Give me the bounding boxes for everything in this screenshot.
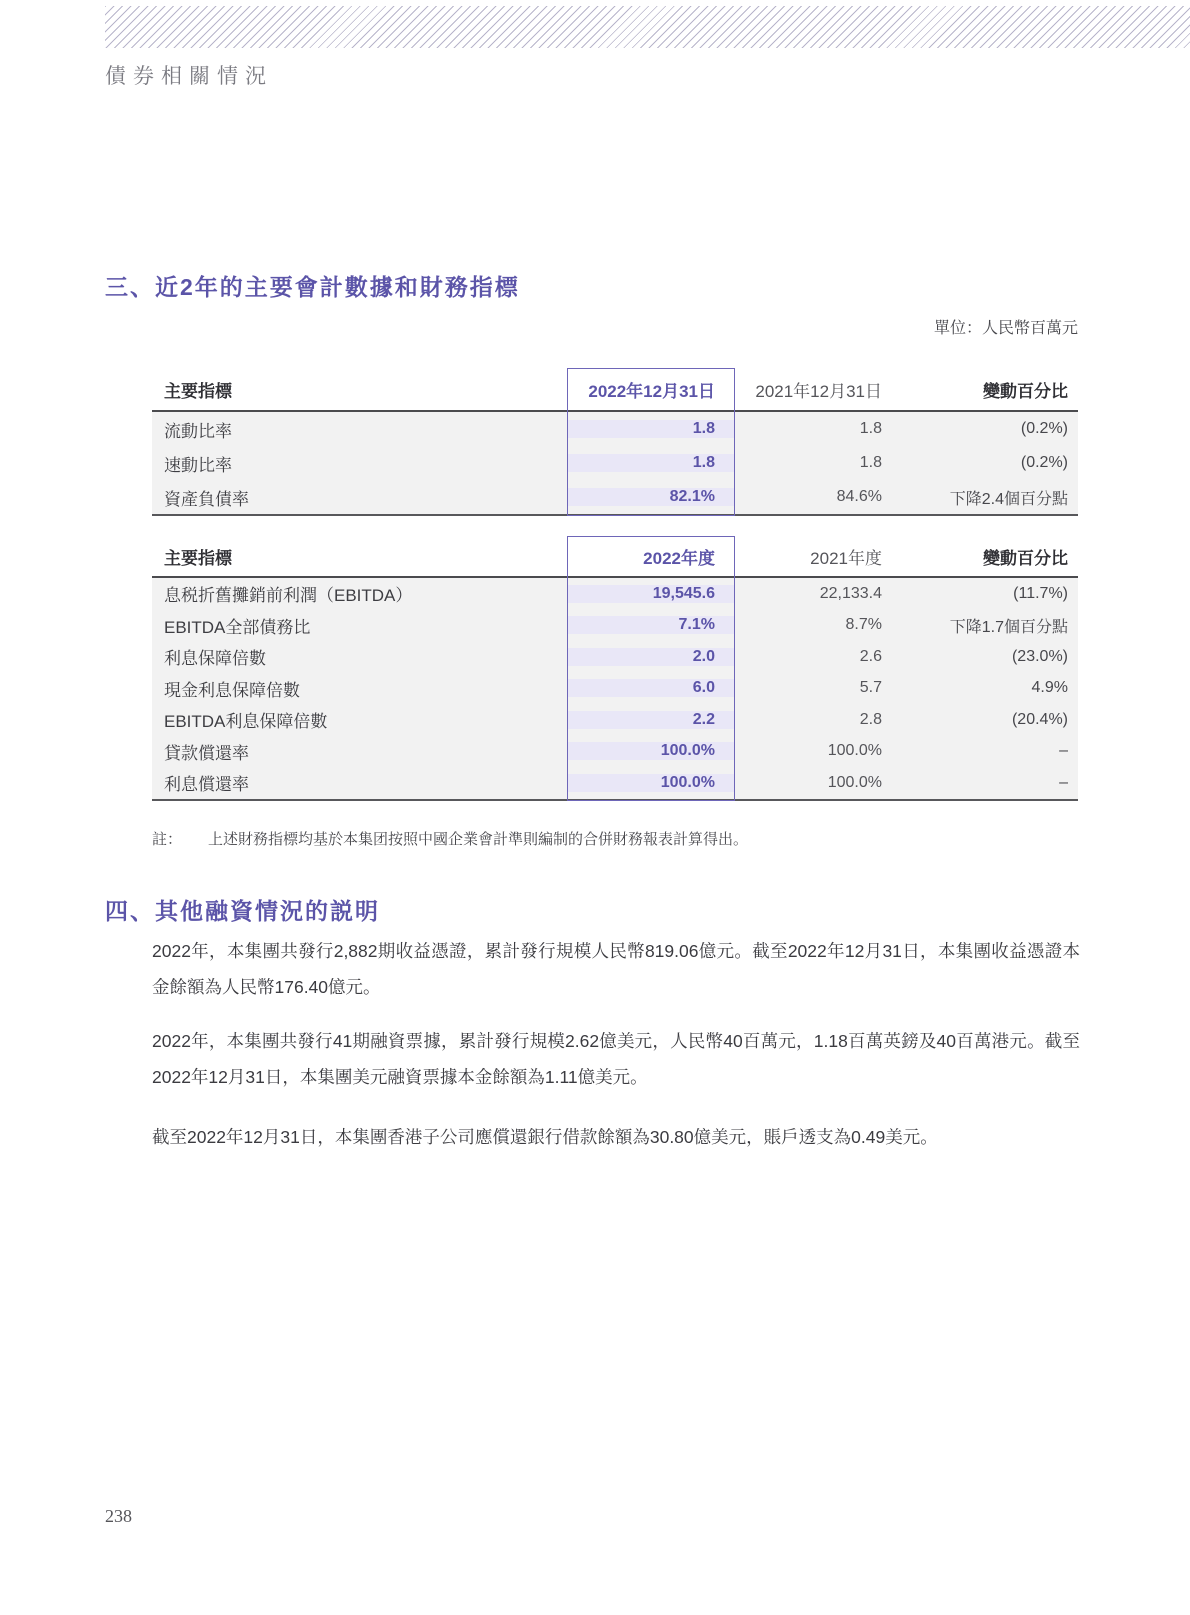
value-2021: 100.0%	[827, 742, 882, 760]
table-header-row	[152, 536, 1078, 578]
value-change: (11.7%)	[1013, 584, 1068, 602]
metric-label: 利息償還率	[164, 775, 249, 795]
value-change: (20.4%)	[1011, 710, 1068, 728]
value-2021: 100.0%	[827, 773, 882, 791]
page-number: 238	[105, 1506, 132, 1526]
table-row	[152, 704, 1078, 736]
column-header-2021: 2021年12月31日	[755, 381, 882, 401]
value-2022: 6.0	[567, 679, 735, 697]
indicators-table-annual	[152, 536, 1078, 801]
value-2021: 2.6	[859, 647, 882, 665]
metric-label: 流動比率	[164, 421, 232, 441]
value-2022: 19,545.6	[567, 585, 735, 603]
column-header-2022: 2022年12月31日	[588, 381, 715, 401]
value-2022: 100.0%	[567, 774, 735, 792]
table-row	[152, 480, 1078, 514]
value-change: –	[1059, 773, 1068, 791]
value-change: 下降1.7個百分點	[949, 618, 1068, 636]
value-2022: 7.1%	[567, 616, 735, 634]
column-header-2021: 2021年度	[810, 548, 882, 568]
table-header-row	[152, 368, 1078, 412]
table-body	[152, 412, 1078, 516]
unit-label: 單位：人民幣百萬元	[933, 320, 1078, 337]
paragraph: 截至2022年12月31日，本集團香港子公司應償還銀行借款餘額為30.80億美元，賬戶透支為0.49美元。	[152, 1127, 938, 1147]
metric-label: EBITDA全部債務比	[164, 617, 311, 637]
column-header-change: 變動百分比	[983, 548, 1068, 568]
value-2021: 8.7%	[845, 616, 882, 634]
table-row	[152, 641, 1078, 673]
section4-heading: 四、其他融資情況的説明	[105, 898, 380, 924]
value-2021: 2.8	[859, 710, 882, 728]
metric-label: 利息保障倍數	[164, 649, 266, 669]
metric-label: 息税折舊攤銷前利潤（EBITDA）	[164, 586, 413, 606]
table-row	[152, 673, 1078, 705]
table-row	[152, 767, 1078, 799]
section3-heading: 三、近2年的主要會計數據和財務指標	[105, 274, 520, 300]
footnote-prefix: 註：	[152, 831, 183, 848]
indicators-table-balance-date	[152, 368, 1078, 516]
value-2022: 100.0%	[567, 742, 735, 760]
table-row	[152, 412, 1078, 446]
value-2021: 1.8	[859, 454, 882, 471]
column-header-metric: 主要指標	[164, 381, 232, 401]
value-2022: 1.8	[567, 454, 735, 472]
value-change: –	[1059, 742, 1068, 760]
metric-label: 貸款償還率	[164, 743, 249, 763]
value-change: 4.9%	[1031, 679, 1068, 697]
value-2021: 5.7	[859, 679, 882, 697]
value-2022: 2.2	[567, 711, 735, 729]
table-footnote	[152, 828, 1078, 849]
value-2021: 1.8	[859, 420, 882, 437]
value-2022: 1.8	[567, 420, 735, 438]
metric-label: 速動比率	[164, 455, 232, 475]
value-2022: 2.0	[567, 648, 735, 666]
value-change: 下降2.4個百分點	[949, 490, 1068, 508]
metric-label: EBITDA利息保障倍數	[164, 712, 328, 732]
value-change: (0.2%)	[1020, 454, 1068, 471]
table-row	[152, 446, 1078, 480]
table-row	[152, 610, 1078, 642]
table-row	[152, 736, 1078, 768]
value-2022: 82.1%	[567, 488, 735, 506]
table-row	[152, 578, 1078, 610]
column-header-change: 變動百分比	[983, 381, 1068, 401]
paragraph: 2022年，本集團共發行2,882期收益憑證，累計發行規模人民幣819.06億元。截至2022年12月31日，本集團收益憑證本金餘額為人民幣176.40億元。	[152, 941, 1080, 997]
value-change: (23.0%)	[1011, 647, 1068, 665]
metric-label: 現金利息保障倍數	[164, 680, 300, 700]
value-2021: 22,133.4	[819, 584, 882, 602]
value-2021: 84.6%	[836, 488, 882, 505]
hatch-banner	[105, 6, 1190, 48]
running-header: 債券相關情況	[105, 64, 273, 88]
metric-label: 資產負債率	[164, 489, 249, 509]
table-body	[152, 578, 1078, 801]
column-header-2022: 2022年度	[643, 548, 715, 568]
value-change: (0.2%)	[1020, 420, 1068, 437]
footnote-text: 上述財務指標均基於本集团按照中國企業會計準則編制的合併財務報表計算得出。	[208, 831, 749, 848]
column-header-metric: 主要指標	[164, 548, 232, 568]
paragraph: 2022年，本集團共發行41期融資票據，累計發行規模2.62億美元，人民幣40百萬元，1.18百萬英鎊及40百萬港元。截至2022年12月31日，本集團美元融資票據本金餘額為1.11億美元。	[152, 1031, 1080, 1087]
